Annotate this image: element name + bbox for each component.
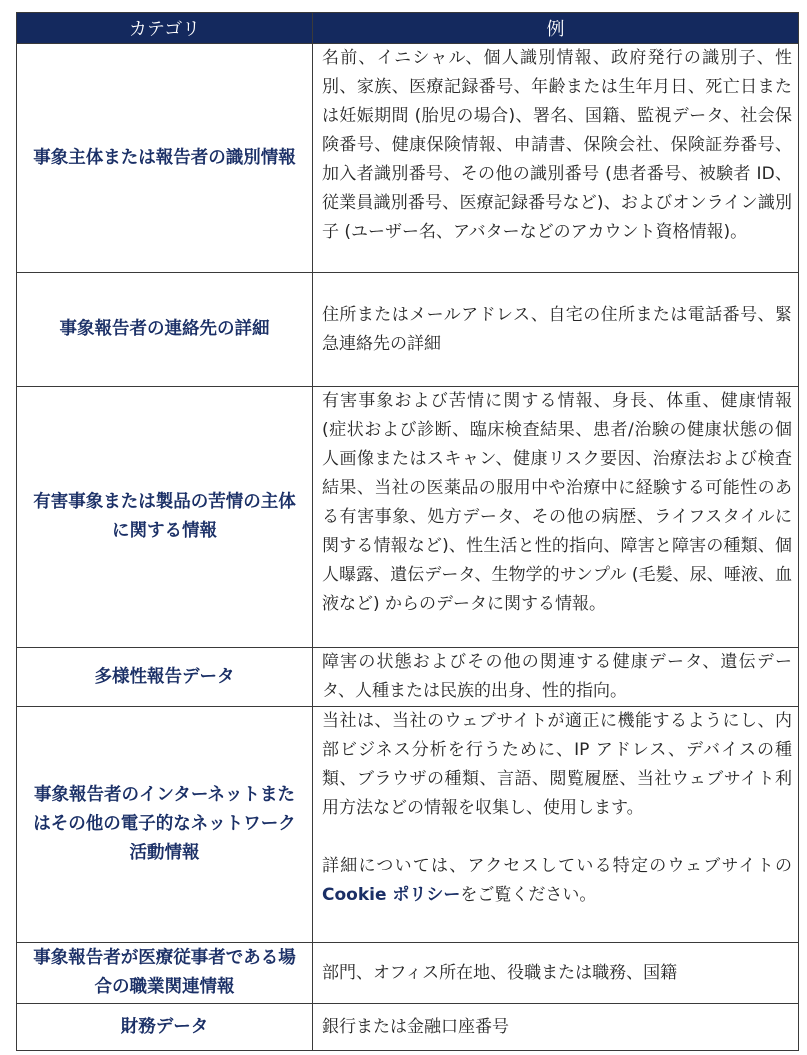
example-network-activity xyxy=(313,707,799,943)
table-row xyxy=(17,44,799,273)
table-row xyxy=(17,1004,799,1051)
category-subject-information: 有害事象または製品の苦情の主体に関する情報 xyxy=(17,387,313,648)
personal-data-table xyxy=(16,12,799,1051)
example-contact-details: 住所またはメールアドレス、自宅の住所または電話番号、緊急連絡先の詳細 xyxy=(313,273,799,387)
example-professional-info: 部門、オフィス所在地、役職または職務、国籍 xyxy=(313,943,799,1004)
example-subject-information: 有害事象および苦情に関する情報、身長、体重、健康情報 (症状および診断、臨床検査結果、患者/治験の健康状態の個人画像またはスキャン、健康リスク要因、治療法および検査結果、当社の医薬品の服用中や治療中に経験する可能性のある有害事象、処方データ、その他の病歴、ライフスタイルに関する情報など)、性生活と性的指向、障害と障害の種類、個人曝露、遺伝データ、生物学的サンプル (毛髪、尿、唾液、血液など) からのデータに関する情報。 xyxy=(313,387,799,648)
example-diversity-data: 障害の状態およびその他の関連する健康データ、遺伝データ、人種または民族的出身、性的指向。 xyxy=(313,648,799,707)
header-category: カテゴリ xyxy=(17,13,313,44)
category-financial-data: 財務データ xyxy=(17,1004,313,1051)
cookie-note-before: 詳細については、アクセスしている特定のウェブサイトの xyxy=(322,856,792,876)
cookie-note xyxy=(322,852,792,910)
example-financial-data: 銀行または金融口座番号 xyxy=(313,1004,799,1051)
category-professional-info: 事象報告者が医療従事者である場合の職業関連情報 xyxy=(17,943,313,1004)
cookie-note-after: をご覧ください。 xyxy=(460,885,597,905)
category-diversity-data: 多様性報告データ xyxy=(17,648,313,707)
table-row xyxy=(17,387,799,648)
category-network-activity: 事象報告者のインターネットまたはその他の電子的なネットワーク活動情報 xyxy=(17,707,313,943)
table-row xyxy=(17,273,799,387)
category-identification: 事象主体または報告者の識別情報 xyxy=(17,44,313,273)
category-contact-details: 事象報告者の連絡先の詳細 xyxy=(17,273,313,387)
table-row xyxy=(17,648,799,707)
table-row xyxy=(17,707,799,943)
table-row xyxy=(17,943,799,1004)
cookie-policy-link[interactable]: Cookie ポリシー xyxy=(322,885,461,905)
table-header-row xyxy=(17,13,799,44)
example-identification: 名前、イニシャル、個人識別情報、政府発行の識別子、性別、家族、医療記録番号、年齢または生年月日、死亡日または妊娠期間 (胎児の場合)、署名、国籍、監視データ、社会保険番号、健康保険情報、申請書、保険会社、保険証券番号、加入者識別番号、その他の識別番号 (患者番号、被験者 ID、従業員識別番号、医療記録番号など)、およびオンライン識別子 (ユーザー名、アバターなどのアカウント資格情報)。 xyxy=(313,44,799,273)
header-example: 例 xyxy=(313,13,799,44)
network-activity-text: 当社は、当社のウェブサイトが適正に機能するようにし、内部ビジネス分析を行うために、IP アドレス、デバイスの種類、ブラウザの種類、言語、閲覧履歴、当社ウェブサイト利用方法などの情報を収集し、使用します。 xyxy=(322,711,792,818)
